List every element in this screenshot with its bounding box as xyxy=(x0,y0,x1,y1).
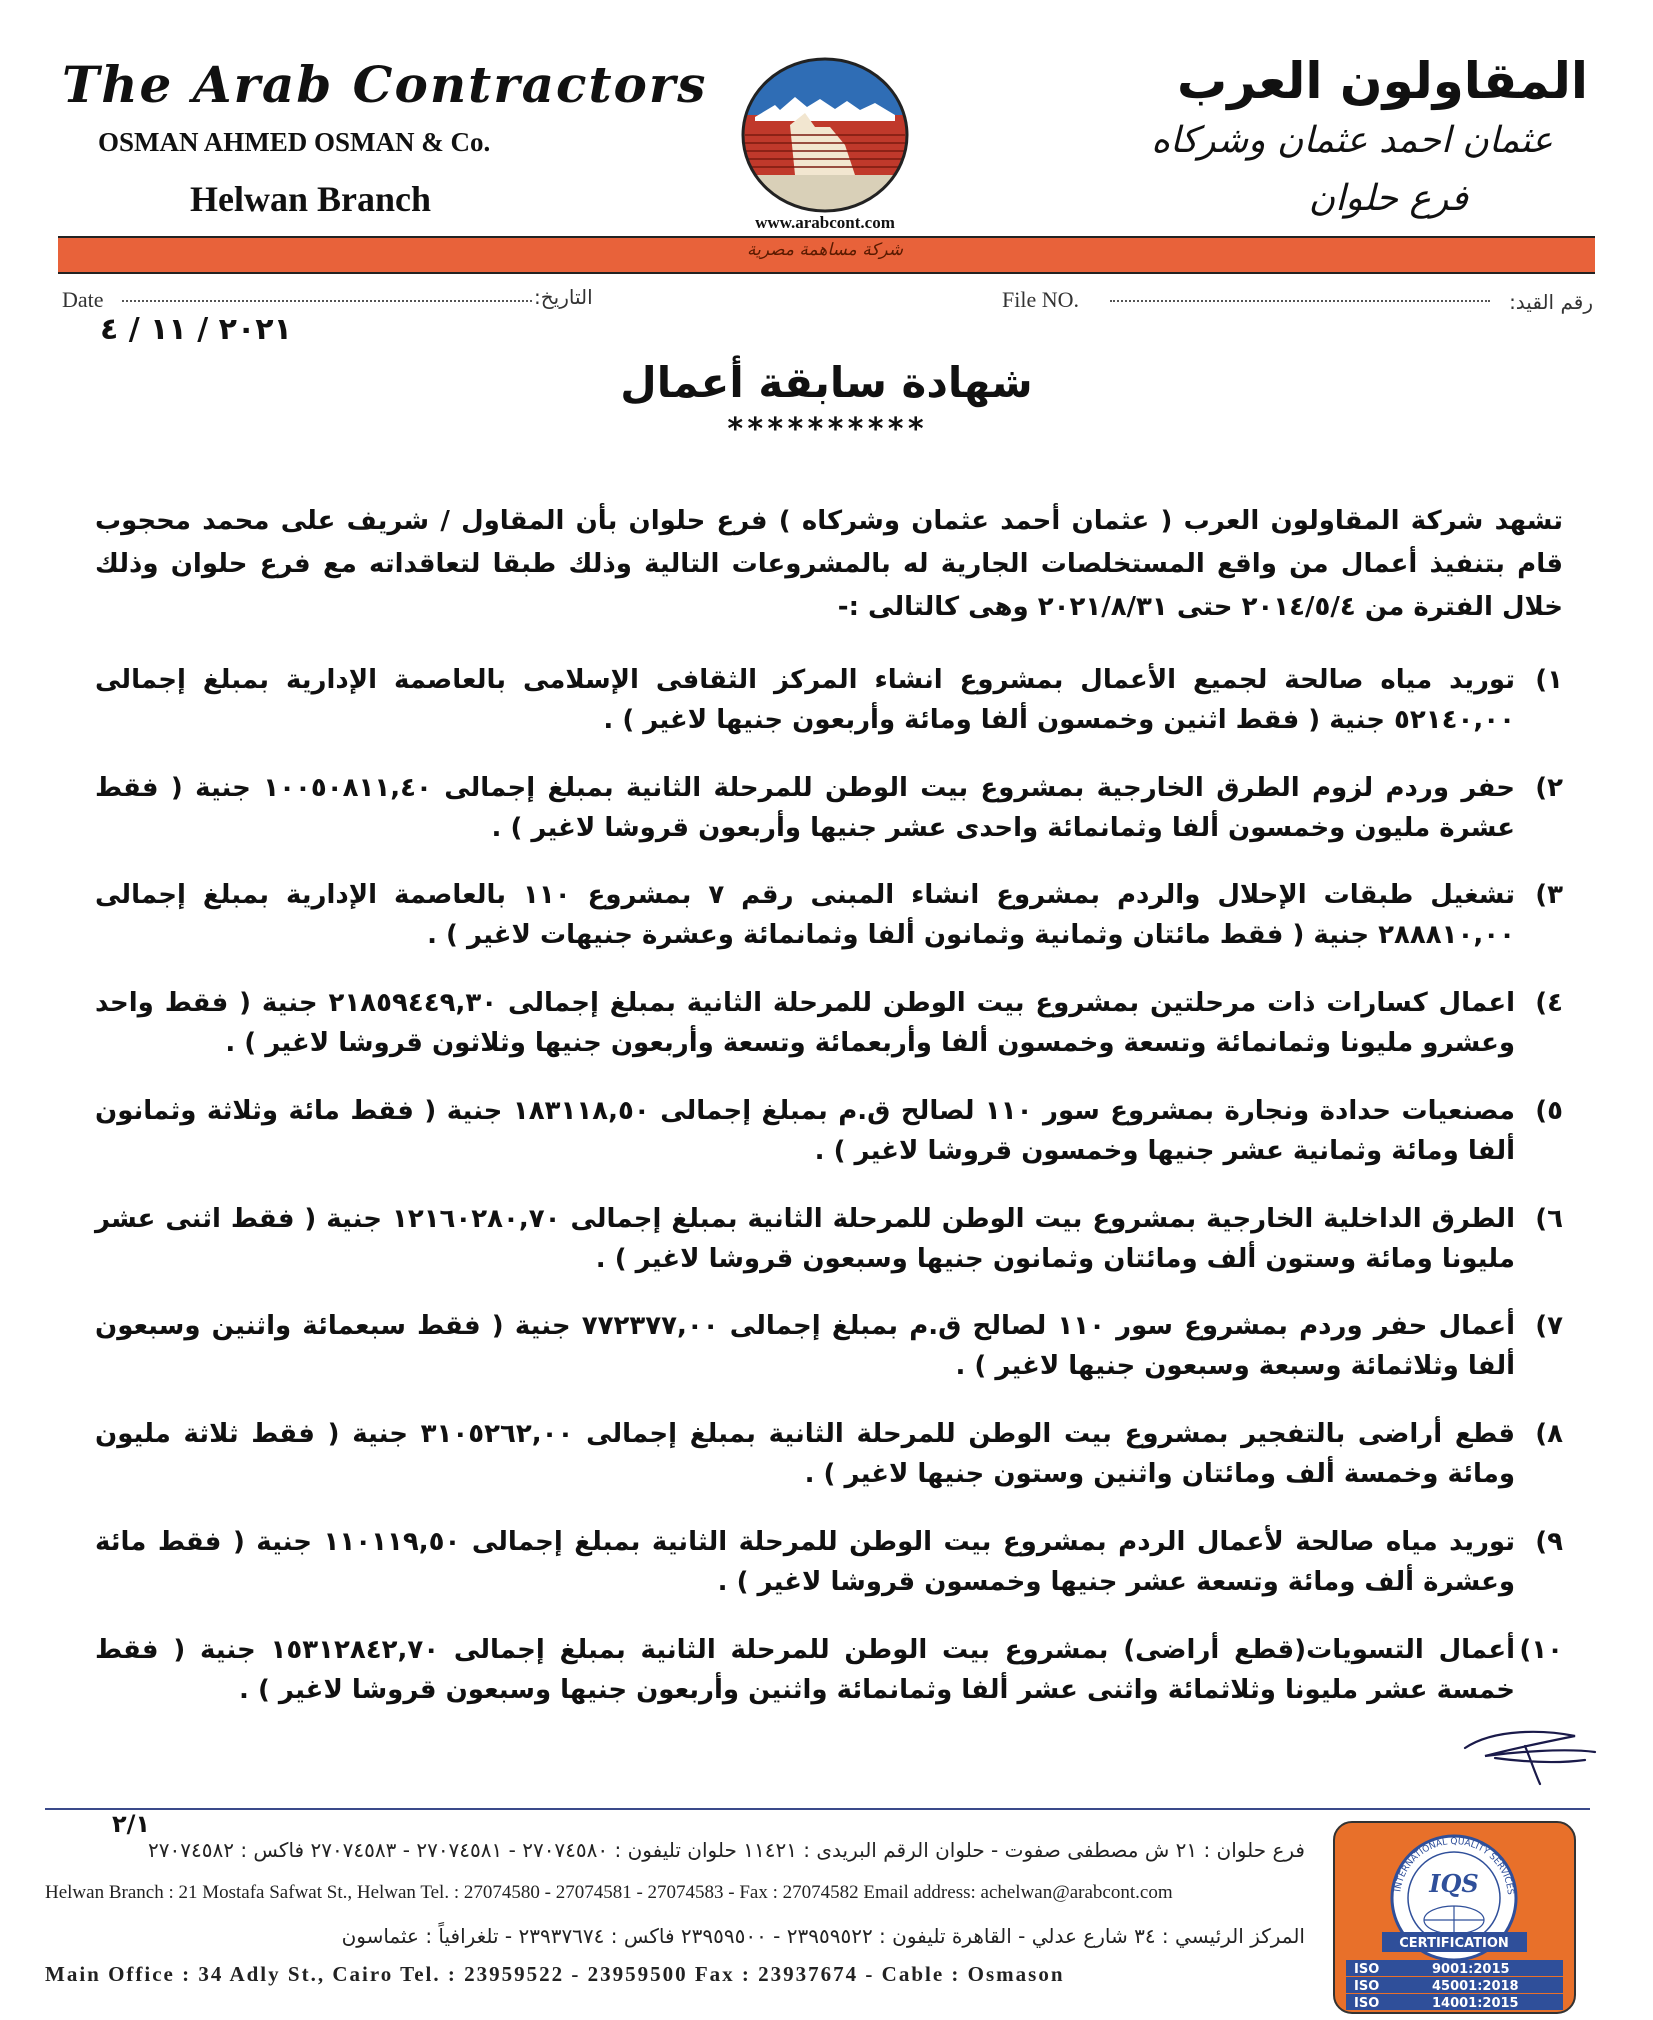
page-number: ٢/١ xyxy=(112,1810,151,1838)
item-text: مصنعيات حدادة ونجارة بمشروع سور ١١٠ لصالح ق.م بمبلغ إجمالى ١٨٣١١٨,٥٠ جنية ( فقط مائة وثلاثة وثمانون ألفا ومائة وثمانية عشر جنيها وخمسون قروشا لاغير ) . xyxy=(95,1096,1515,1166)
footer-main-office-english: Main Office : 34 Adly St., Cairo Tel. : 23959522 - 23959500 Fax : 23937674 - Cable : Osmason xyxy=(45,1962,1065,1986)
item-number: ٧) xyxy=(1535,1311,1563,1341)
item-text: توريد مياه صالحة لأعمال الردم بمشروع بيت الوطن للمرحلة الثانية بمبلغ إجمالى ١١٠١١٩,٥٠ جنية ( فقط مائة وعشرة ألف ومائة وتسعة عشر جنيها وخمسون قروشا لاغير ) . xyxy=(95,1527,1515,1597)
item-text: اعمال كسارات ذات مرحلتين بمشروع بيت الوطن للمرحلة الثانية بمبلغ إجمالى ٢١٨٥٩٤٤٩,٣٠ جنية ( فقط واحد وعشرو مليونا وثمانمائة وتسعة وخمسون ألفا وأربعمائة وتسعة وأربعون جنيها وثلاثون قروشا لاغير ) . xyxy=(95,988,1515,1058)
item-text: تشغيل طبقات الإحلال والردم بمشروع انشاء المبنى رقم ٧ بمشروع ١١٠ بالعاصمة الإدارية بمبلغ إجمالى ٢٨٨٨١٠,٠٠ جنية ( فقط مائتان وثمانية وثمانون ألفا وثمانمائة وعشرة جنيهات لاغير ) . xyxy=(95,880,1516,950)
item-number: ٣) xyxy=(1535,880,1563,910)
item-number: ٤) xyxy=(1535,988,1563,1018)
item-number: ١) xyxy=(1535,665,1563,695)
file-number-label-arabic: رقم القيد: xyxy=(1509,290,1593,314)
arabic-company-name: عثمان احمد عثمان وشركاه xyxy=(1151,120,1553,161)
item-text: الطرق الداخلية الخارجية بمشروع بيت الوطن للمرحلة الثانية بمبلغ إجمالى ١٢١٦٠٢٨٠,٧٠ جنية ( فقط اثنى عشر مليونا ومائة وستون ألف ومائتان وثمانون جنيها وسبعون قروشا لاغير ) . xyxy=(95,1204,1515,1274)
website-url: www.arabcont.com xyxy=(755,213,895,232)
date-dotted-line xyxy=(122,300,532,302)
date-value: ٢٠٢١ / ١١ / ٤ xyxy=(100,312,292,347)
iqs-row-label: ISO xyxy=(1354,1962,1380,1977)
title-stars: ********** xyxy=(726,412,927,447)
iqs-brand: IQS xyxy=(1429,1869,1479,1898)
item-text: توريد مياه صالحة لجميع الأعمال بمشروع انشاء المركز الثقافى الإسلامى بالعاصمة الإدارية بمبلغ إجمالى ٥٢١٤٠,٠٠ جنية ( فقط اثنين وخمسون ألفا ومائة وأربعون جنيها لاغير ) . xyxy=(95,665,1515,735)
english-company-title: The Arab Contractors xyxy=(62,55,708,114)
iqs-certification-label: CERTIFICATION xyxy=(1399,1936,1509,1951)
iqs-ring-text: INTERNATIONAL QUALITY SERVICES xyxy=(1393,1836,1515,1896)
footer-main-office-arabic: المركز الرئيسي : ٣٤ شارع عدلي - القاهرة تليفون : ٢٣٩٥٩٥٢٢ - ٢٣٩٥٩٥٠٠ فاكس : ٢٣٩٣٧٦٧٤ - تلغرافياً : عثماسون xyxy=(341,1924,1305,1948)
english-company-name: OSMAN AHMED OSMAN & Co. xyxy=(98,127,491,157)
banner-text: شركة مساهمة مصرية xyxy=(746,240,904,260)
intro-paragraph: تشهد شركة المقاولون العرب ( عثمان أحمد عثمان وشركاه ) فرع حلوان بأن المقاول / شريف على محمد محجوب قام بتنفيذ أعمال من واقع المستخلصات الجارية له بالمشروعات التالية وذلك طبقا لتعاقداته مع فرع حلوان وذلك خلال الفترة من ٢٠١٤/٥/٤ حتى ٢٠٢١/٨/٣١ وهى كالتالى :- xyxy=(95,506,1563,622)
file-number-dotted-line xyxy=(1110,300,1490,302)
handwritten-signature xyxy=(1455,1718,1605,1788)
list-item xyxy=(95,1630,1563,1710)
iqs-row-value: 45001:2018 xyxy=(1432,1979,1519,1994)
list-item xyxy=(95,1199,1563,1279)
item-number: ٨) xyxy=(1535,1419,1563,1449)
iqs-row-label: ISO xyxy=(1354,1979,1380,1994)
date-label: Date xyxy=(62,287,104,312)
item-text: قطع أراضى بالتفجير بمشروع بيت الوطن للمرحلة الثانية بمبلغ إجمالى ٣١٠٥٢٦٢,٠٠ جنية ( فقط ثلاثة مليون ومائة وخمسة ألف ومائتان واثنين وستون جنيها لاغير ) . xyxy=(95,1419,1515,1489)
item-text: حفر وردم لزوم الطرق الخارجية بمشروع بيت الوطن للمرحلة الثانية بمبلغ إجمالى ١٠٠٥٠٨١١,٤٠ جنية ( فقط عشرة مليون وخمسون ألفا وثمانمائة واحدى عشر جنيها وأربعون قروشا لاغير ) . xyxy=(95,773,1515,843)
iqs-certification-badge xyxy=(1332,1820,1577,2015)
file-number-label: File NO. xyxy=(1002,287,1079,312)
list-item xyxy=(95,1414,1563,1494)
list-item xyxy=(95,660,1563,740)
item-text: أعمال حفر وردم بمشروع سور ١١٠ لصالح ق.م بمبلغ إجمالى ٧٧٢٣٧٧,٠٠ جنية ( فقط سبعمائة واثنين وسبعون ألفا وثلاثمائة وسبعة وسبعون جنيها لاغير ) . xyxy=(95,1311,1515,1381)
english-branch-name: Helwan Branch xyxy=(190,179,432,219)
item-number: ٢) xyxy=(1535,773,1563,803)
list-item xyxy=(95,875,1563,955)
footer-divider xyxy=(45,1808,1590,1810)
date-label-arabic: التاريخ: xyxy=(534,285,593,309)
iqs-row-value: 9001:2015 xyxy=(1432,1962,1510,1977)
arabic-company-title: المقاولون العرب xyxy=(1177,52,1588,110)
item-number: ٩) xyxy=(1535,1527,1563,1557)
list-item xyxy=(95,1522,1563,1602)
arabic-branch-name: فرع حلوان xyxy=(1308,178,1468,219)
document-title: شهادة سابقة أعمال xyxy=(620,358,1033,407)
footer-branch-address-english: Helwan Branch : 21 Mostafa Safwat St., Helwan Tel. : 27074580 - 27074581 - 27074583 - Fax : 27074582 Email address: achelwan@arabcont.com xyxy=(45,1882,1173,1903)
list-item xyxy=(95,983,1563,1063)
item-number: ٦) xyxy=(1535,1204,1563,1234)
list-item xyxy=(95,768,1563,848)
item-number: ١٠) xyxy=(1519,1635,1563,1665)
footer-branch-address-arabic: فرع حلوان : ٢١ ش مصطفى صفوت - حلوان الرقم البريدى : ١١٤٢١ حلوان تليفون : ٢٧٠٧٤٥٨٠ - ٢٧٠٧٤٥٨١ - ٢٧٠٧٤٥٨٣ فاكس : ٢٧٠٧٤٥٨٢ xyxy=(148,1838,1305,1862)
company-logo xyxy=(735,55,915,215)
list-item xyxy=(95,1091,1563,1171)
iqs-row-value: 14001:2015 xyxy=(1432,1996,1519,2011)
item-text: أعمال التسويات(قطع أراضى) بمشروع بيت الوطن للمرحلة الثانية بمبلغ إجمالى ١٥٣١٢٨٤٢,٧٠ جنية ( فقط خمسة عشر مليونا وثلاثمائة واثنى عشر ألفا وثمانمائة واثنين وأربعون جنيها وسبعون قروشا لاغير ) . xyxy=(95,1635,1515,1705)
iqs-row-label: ISO xyxy=(1354,1996,1380,2011)
list-item xyxy=(95,1306,1563,1386)
item-number: ٥) xyxy=(1535,1096,1563,1126)
